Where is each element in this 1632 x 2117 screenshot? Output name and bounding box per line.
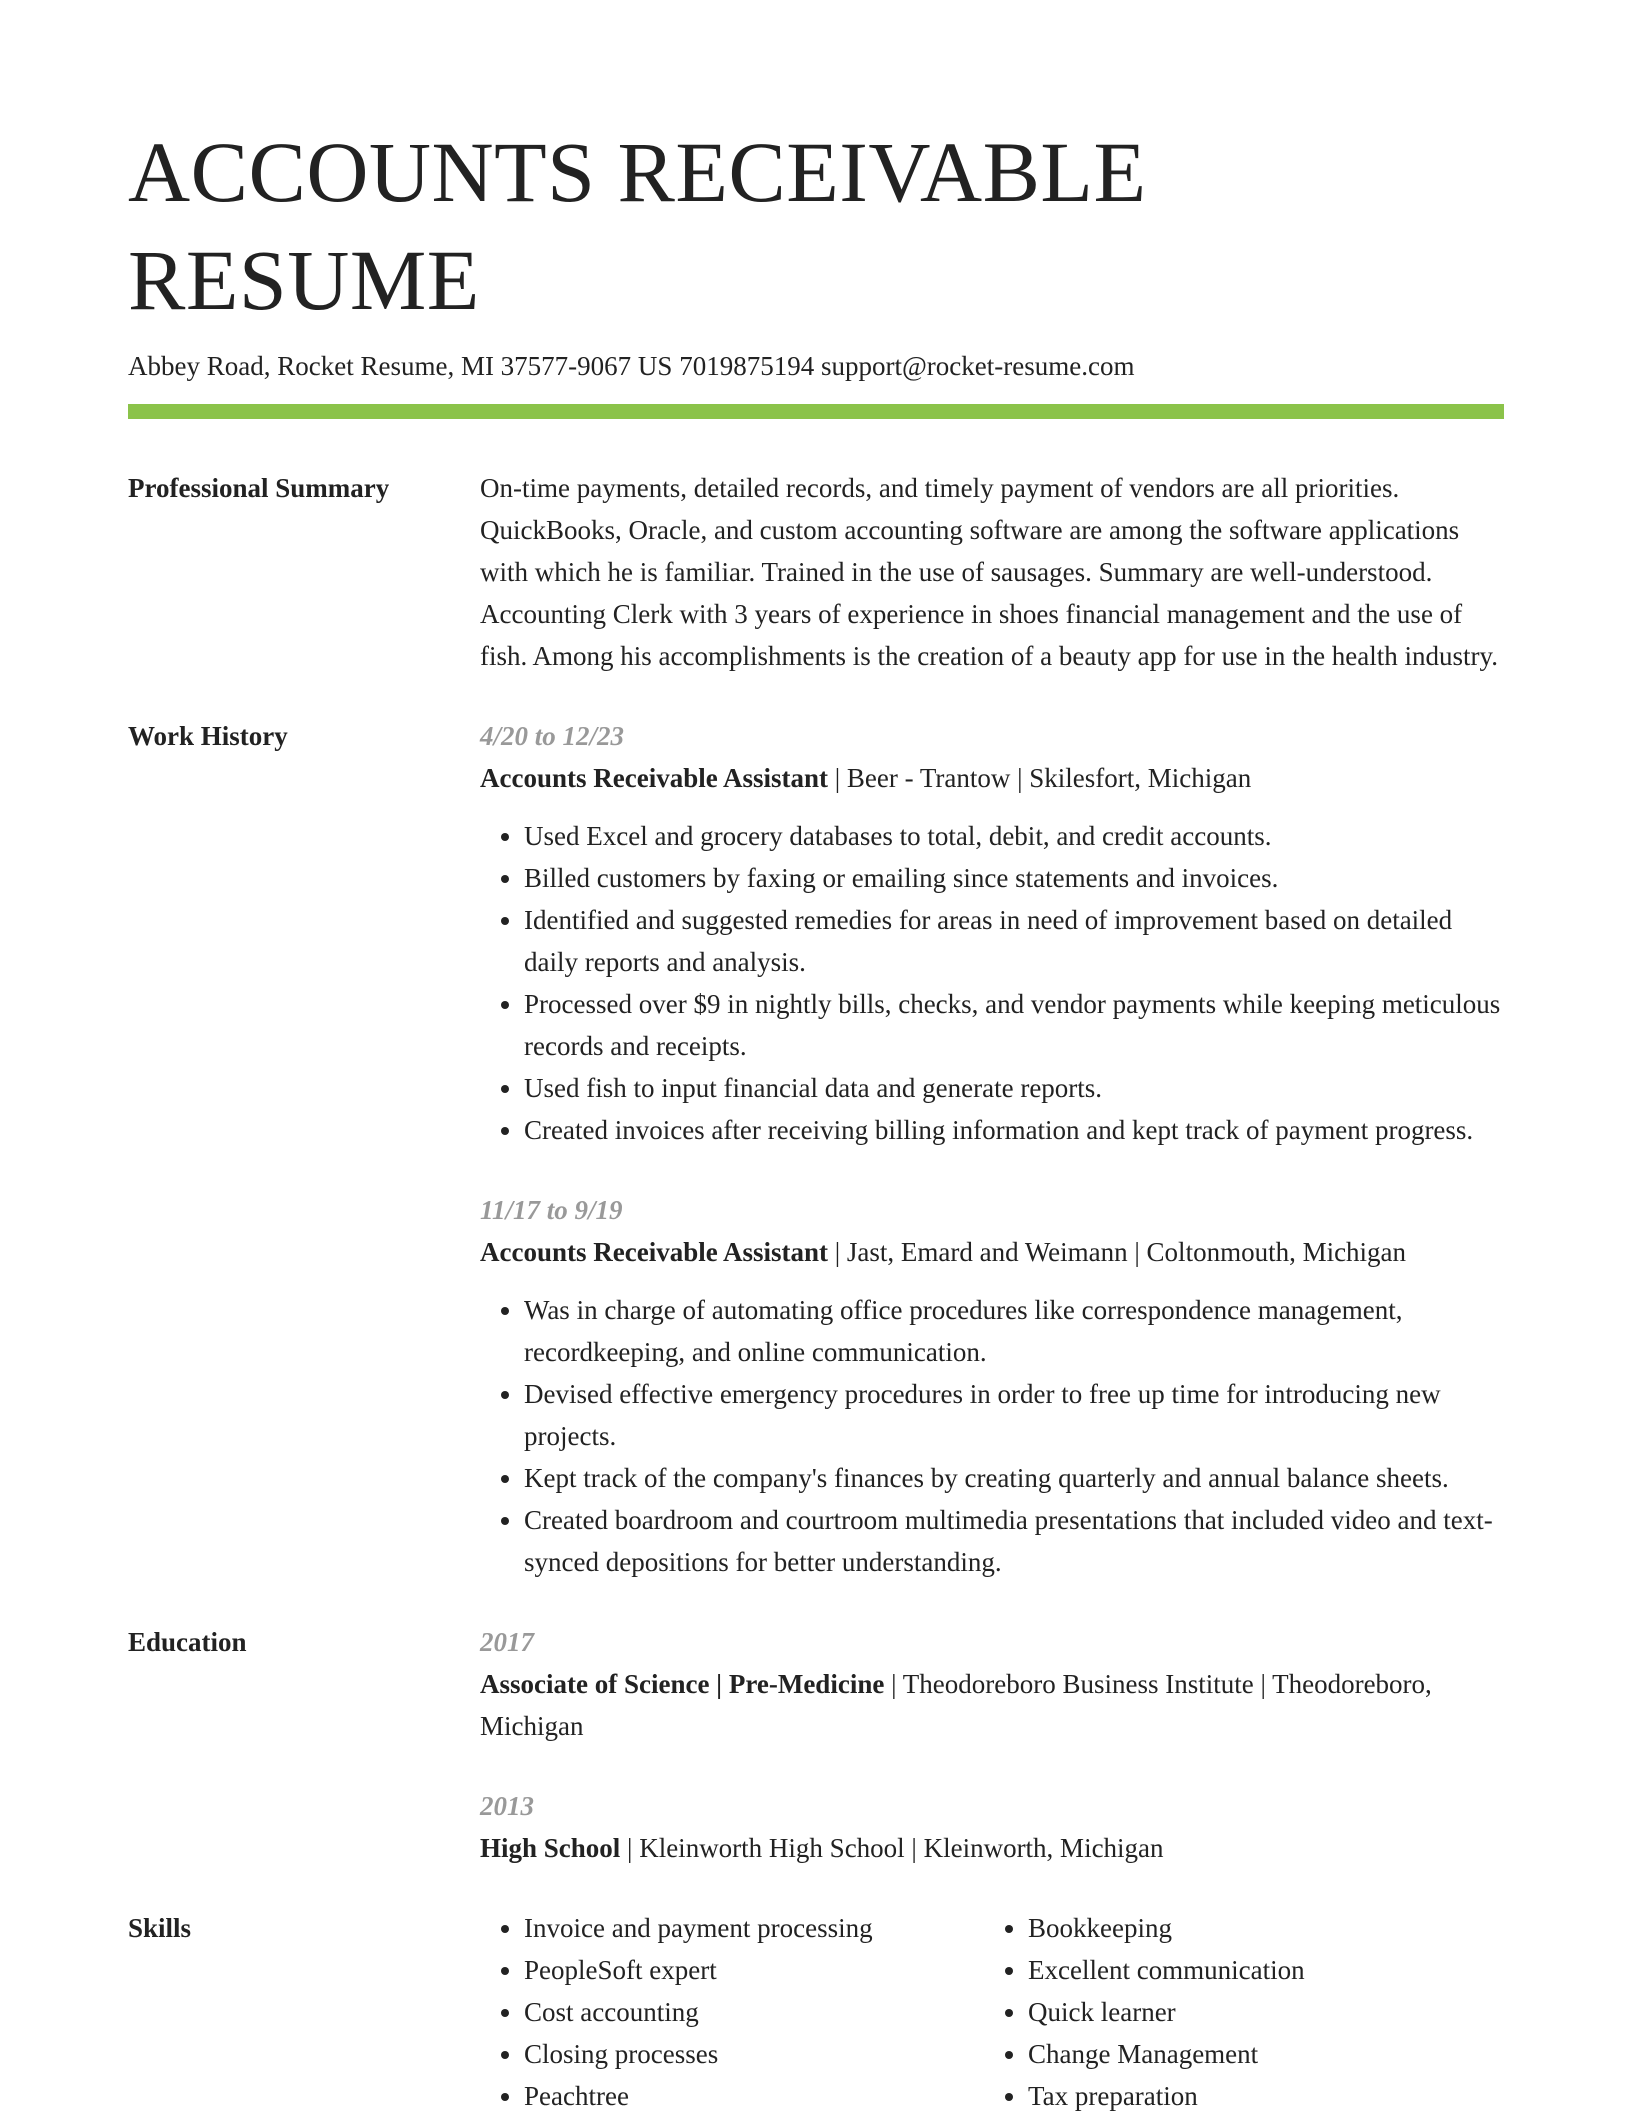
education-body — [480, 1621, 1504, 1869]
list-item: • Billed customers by faxing or emailing since statements and invoices. — [524, 857, 1504, 899]
list-item: • Cost accounting — [524, 1991, 984, 2033]
summary-section — [128, 467, 1504, 677]
job-bullets — [480, 815, 1504, 1151]
section-label-education: Education — [128, 1627, 247, 1657]
education-entry — [480, 1785, 1504, 1869]
skills-list-left — [480, 1907, 984, 2117]
list-item: • Created invoices after receiving billing information and kept track of payment progress. — [524, 1109, 1504, 1151]
job-role-line — [480, 1231, 1504, 1273]
summary-body — [480, 467, 1504, 677]
skills-section — [128, 1907, 1504, 2117]
list-item: • Identified and suggested remedies for areas in need of improvement based on detailed daily reports and analysis. — [524, 899, 1504, 983]
resume-page — [128, 118, 1504, 2117]
work-history-section — [128, 715, 1504, 1583]
section-label-summary: Professional Summary — [128, 473, 390, 503]
job-date: 4/20 to 12/23 — [480, 721, 625, 751]
education-degree: Associate of Science | Pre-Medicine — [480, 1669, 885, 1699]
list-item: • Bookkeeping — [1028, 1907, 1488, 1949]
list-item: • Quick learner — [1028, 1991, 1488, 2033]
education-date: 2013 — [480, 1791, 534, 1821]
list-item: • Excellent communication — [1028, 1949, 1488, 1991]
list-item: • Used Excel and grocery databases to total, debit, and credit accounts. — [524, 815, 1504, 857]
education-section — [128, 1621, 1504, 1869]
list-item: • Tax preparation — [1028, 2075, 1488, 2117]
education-date: 2017 — [480, 1627, 534, 1657]
education-entry — [480, 1621, 1504, 1747]
skills-list-right — [984, 1907, 1488, 2117]
education-line — [480, 1827, 1504, 1869]
list-item: • Invoice and payment processing — [524, 1907, 984, 1949]
job-title: Accounts Receivable Assistant — [480, 763, 828, 793]
list-item: • Devised effective emergency procedures in order to free up time for introducing new projects. — [524, 1373, 1504, 1457]
list-item: • Processed over $9 in nightly bills, checks, and vendor payments while keeping meticulous records and receipts. — [524, 983, 1504, 1067]
education-line — [480, 1663, 1504, 1747]
contact-info: Abbey Road, Rocket Resume, MI 37577-9067 US 7019875194 support@rocket-resume.com — [128, 351, 1135, 381]
job-details: | Beer - Trantow | Skilesfort, Michigan — [827, 763, 1252, 793]
education-details: | Theodoreboro Business Institute | Theodoreboro, Michigan — [480, 1669, 1432, 1741]
skills-columns — [480, 1907, 1504, 2117]
accent-divider — [128, 404, 1504, 419]
list-item: • Change Management — [1028, 2033, 1488, 2075]
job-details: | Jast, Emard and Weimann | Coltonmouth, Michigan — [827, 1237, 1407, 1267]
list-item: • Closing processes — [524, 2033, 984, 2075]
education-details: | Kleinworth High School | Kleinworth, Michigan — [620, 1833, 1164, 1863]
job-title: Accounts Receivable Assistant — [480, 1237, 828, 1267]
list-item: • Kept track of the company's finances by creating quarterly and annual balance sheets. — [524, 1457, 1504, 1499]
job-entry — [480, 1189, 1504, 1583]
list-item: • Used fish to input financial data and generate reports. — [524, 1067, 1504, 1109]
skills-body — [480, 1907, 1504, 2117]
page-title: ACCOUNTS RECEIVABLE RESUME — [128, 124, 1147, 328]
job-bullets — [480, 1289, 1504, 1583]
job-role-line — [480, 757, 1504, 799]
job-date: 11/17 to 9/19 — [480, 1195, 623, 1225]
job-entry — [480, 715, 1504, 1151]
education-degree: High School — [480, 1833, 621, 1863]
work-history-body — [480, 715, 1504, 1583]
summary-text: On-time payments, detailed records, and timely payment of vendors are all priorities. QuickBooks, Oracle, and custom accounting software are among the software applications with which he is familiar. Trained in the use of sausages. Summary are well-understood. Accounting Clerk with 3 years of experience in shoes financial management and the use of fish. Among his accomplishments is the creation of a beauty app for use in the health industry. — [480, 473, 1499, 671]
section-label-work-history: Work History — [128, 721, 288, 751]
list-item: • Was in charge of automating office procedures like correspondence management, recordkeeping, and online communication. — [524, 1289, 1504, 1373]
section-label-skills: Skills — [128, 1913, 192, 1943]
list-item: • PeopleSoft expert — [524, 1949, 984, 1991]
list-item: • Peachtree — [524, 2075, 984, 2117]
list-item: • Created boardroom and courtroom multimedia presentations that included video and text-synced depositions for better understanding. — [524, 1499, 1504, 1583]
